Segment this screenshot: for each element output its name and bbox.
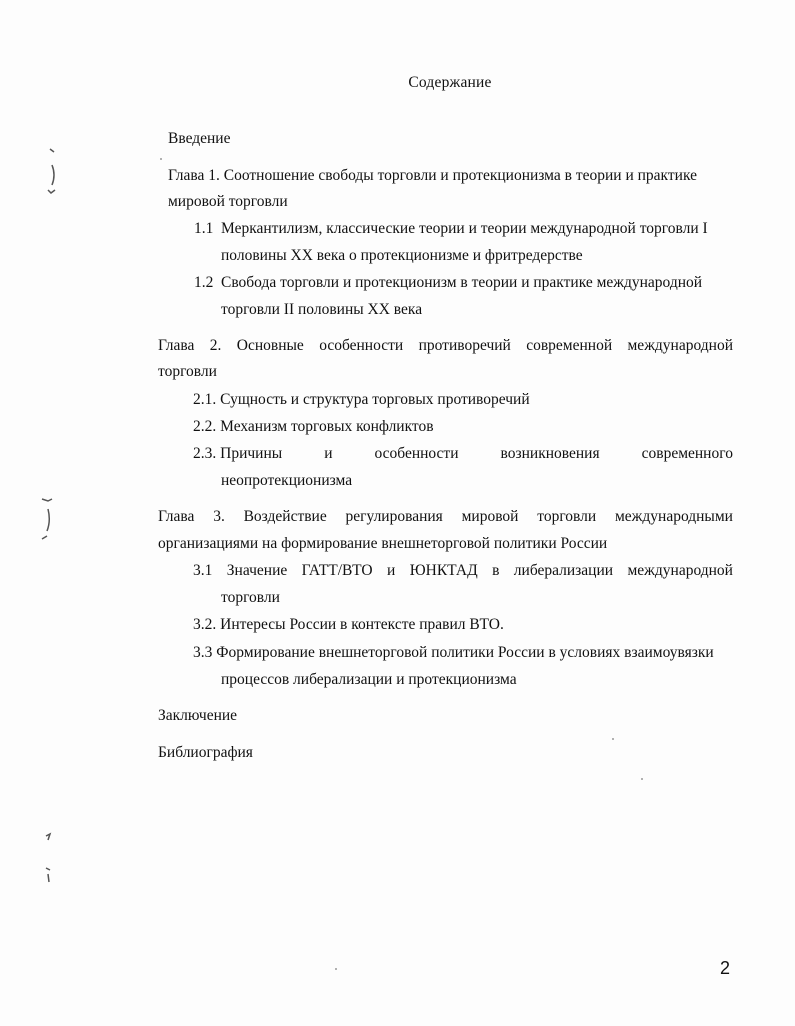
word: современной <box>526 337 613 354</box>
toc-bibliography: Библиография <box>158 744 253 761</box>
word: современного <box>641 445 733 462</box>
toc-section-2-2: 2.2. Механизм торговых конфликтов <box>193 418 434 435</box>
toc-section-1-2-number: 1.2 <box>194 274 214 291</box>
toc-chapter-1-line-2: мировой торговли <box>168 193 288 210</box>
scan-speck <box>160 158 162 160</box>
toc-section-3-3-line-1: 3.3 Формирование внешнеторговой политики России в условиях взаимоувязки <box>193 644 714 661</box>
word: ЮНКТАД <box>409 562 478 579</box>
word: 3.1 <box>193 562 213 579</box>
page-number: 2 <box>720 958 731 978</box>
word: возникновения <box>500 445 600 462</box>
word: 2.3. Причины <box>193 445 283 462</box>
toc-section-1-2-line-2: торговли II половины XX века <box>221 301 423 318</box>
toc-section-2-1: 2.1. Сущность и структура торговых противоречий <box>193 391 530 408</box>
word: регулирования <box>345 508 443 525</box>
word: и <box>324 445 333 462</box>
toc-section-3-3-line-2: процессов либерализации и протекционизма <box>221 671 517 688</box>
scan-artifact-mark <box>40 145 64 200</box>
toc-section-3-2: 3.2. Интересы России в контексте правил ВТО. <box>193 616 504 633</box>
toc-chapter-2-line-1 <box>158 336 733 356</box>
word: мировой <box>461 508 519 525</box>
toc-section-2-3-line-1 <box>193 444 733 464</box>
page-title: Содержание <box>408 74 492 91</box>
toc-chapter-3-line-2: организациями на формирование внешнеторговой политики России <box>158 535 608 552</box>
word: международной <box>627 562 733 579</box>
word: Глава <box>158 337 195 354</box>
toc-section-1-1-number: 1.1 <box>194 220 214 237</box>
toc-section-1-1-line-2: половины XX века о протекционизме и фритредерстве <box>221 247 583 264</box>
word: Глава <box>158 508 195 525</box>
word: 2. <box>209 337 222 354</box>
toc-section-2-3-line-2: неопротекционизма <box>221 472 353 489</box>
toc-chapter-3-line-1 <box>158 507 733 527</box>
toc-section-1-1-line-1: Меркантилизм, классические теории и теории международной торговли I <box>221 220 708 237</box>
word: и <box>387 562 396 579</box>
scan-artifact-mark <box>38 828 60 890</box>
toc-conclusion: Заключение <box>158 707 238 724</box>
toc-section-3-1-line-2: торговли <box>221 589 280 606</box>
word: Воздействие <box>243 508 327 525</box>
word: в <box>492 562 500 579</box>
toc-intro: Введение <box>168 130 231 147</box>
word: Основные <box>236 337 304 354</box>
word: особенности <box>319 337 404 354</box>
scan-speck <box>612 738 614 740</box>
word: торговли <box>537 508 597 525</box>
word: противоречий <box>418 337 511 354</box>
word: международной <box>627 337 733 354</box>
word: 3. <box>213 508 225 525</box>
toc-chapter-1-line-1: Глава 1. Соотношение свободы торговли и протекционизма в теории и практике <box>168 167 697 184</box>
toc-chapter-2-line-2: торговли <box>158 363 217 380</box>
scan-speck <box>641 778 643 780</box>
word: международными <box>614 508 733 525</box>
scan-speck <box>335 968 337 970</box>
word: Значение <box>226 562 288 579</box>
scan-artifact-mark <box>36 493 60 548</box>
word: особенности <box>374 445 459 462</box>
toc-section-3-1-line-1 <box>193 561 733 581</box>
toc-section-1-2-line-1: Свобода торговли и протекционизм в теории и практике международной <box>221 274 703 291</box>
word: ГАТТ/ВТО <box>301 562 373 579</box>
word: либерализации <box>513 562 614 579</box>
